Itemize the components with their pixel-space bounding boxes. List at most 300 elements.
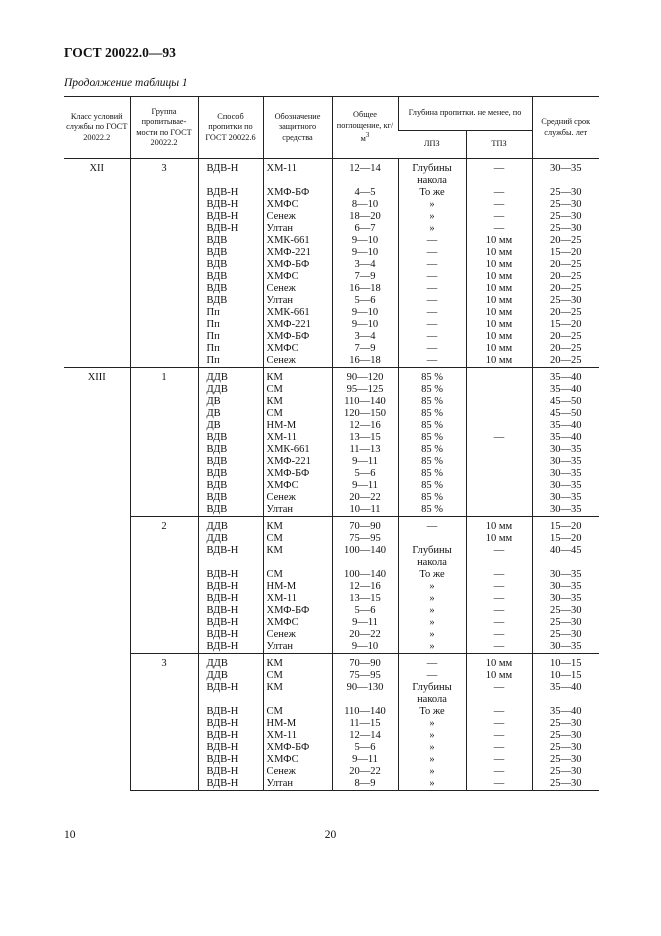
table-row (64, 654, 599, 671)
life-cell: 35—40 (532, 368, 599, 385)
tpz-cell: — (466, 581, 532, 593)
class-cell (64, 319, 130, 331)
lpz-cell: 85 % (398, 480, 466, 492)
class-cell (64, 223, 130, 235)
life-cell: 20—25 (532, 235, 599, 247)
group-cell (130, 420, 198, 432)
designation-cell: Сенеж (263, 766, 332, 778)
lpz-cell: — (398, 259, 466, 271)
absorption-cell: 20—22 (332, 492, 398, 504)
group-cell (130, 581, 198, 593)
designation-cell: ХМФ-БФ (263, 331, 332, 343)
life-cell: 25—30 (532, 199, 599, 211)
class-cell (64, 480, 130, 492)
tpz-cell: — (466, 605, 532, 617)
table-row (64, 778, 599, 791)
life-cell: 25—30 (532, 766, 599, 778)
tpz-cell (466, 444, 532, 456)
method-cell: ВДВ-Н (198, 223, 263, 235)
method-cell: ВДВ-Н (198, 641, 263, 654)
table-row (64, 629, 599, 641)
table-row (64, 682, 599, 706)
designation-cell: НМ-М (263, 718, 332, 730)
designation-cell: Сенеж (263, 629, 332, 641)
life-cell: 20—25 (532, 259, 599, 271)
absorption-cell: 6—7 (332, 223, 398, 235)
designation-cell: ХМ-11 (263, 730, 332, 742)
designation-cell: ХМК-661 (263, 307, 332, 319)
designation-cell: СМ (263, 408, 332, 420)
table-row (64, 295, 599, 307)
tpz-cell: 10 мм (466, 670, 532, 682)
class-cell (64, 444, 130, 456)
tpz-cell: — (466, 742, 532, 754)
group-cell (130, 742, 198, 754)
method-cell: ВДВ (198, 295, 263, 307)
tpz-cell: 10 мм (466, 517, 532, 534)
tpz-cell: 10 мм (466, 307, 532, 319)
table-row (64, 319, 599, 331)
table-body (64, 159, 599, 791)
header-class: Класс условий службы по ГОСТ 20022.2 (64, 97, 130, 159)
table-row (64, 641, 599, 654)
class-cell (64, 307, 130, 319)
table-row (64, 211, 599, 223)
designation-cell: КМ (263, 654, 332, 671)
class-cell (64, 396, 130, 408)
life-cell: 10—15 (532, 654, 599, 671)
header-tpz: ТПЗ (466, 131, 532, 159)
lpz-cell: — (398, 295, 466, 307)
method-cell: ВДВ-Н (198, 545, 263, 569)
method-cell: Пп (198, 307, 263, 319)
table-row (64, 223, 599, 235)
table-row (64, 468, 599, 480)
group-cell (130, 504, 198, 517)
tpz-cell: — (466, 187, 532, 199)
absorption-cell: 9—10 (332, 307, 398, 319)
designation-cell: Сенеж (263, 283, 332, 295)
designation-cell: ХМФ-БФ (263, 605, 332, 617)
method-cell: ВДВ-Н (198, 159, 263, 188)
method-cell: ВДВ-Н (198, 187, 263, 199)
table-row (64, 742, 599, 754)
class-cell (64, 295, 130, 307)
class-cell (64, 420, 130, 432)
lpz-cell: 85 % (398, 432, 466, 444)
group-cell (130, 343, 198, 355)
lpz-cell: » (398, 223, 466, 235)
absorption-cell: 9—10 (332, 235, 398, 247)
designation-cell: Сенеж (263, 492, 332, 504)
life-cell: 20—25 (532, 283, 599, 295)
group-cell (130, 211, 198, 223)
class-cell (64, 629, 130, 641)
table-row (64, 235, 599, 247)
lpz-cell: — (398, 331, 466, 343)
absorption-cell: 12—16 (332, 581, 398, 593)
life-cell: 30—35 (532, 492, 599, 504)
table-row (64, 533, 599, 545)
class-cell (64, 517, 130, 534)
class-cell (64, 187, 130, 199)
lpz-cell: — (398, 343, 466, 355)
absorption-cell: 16—18 (332, 283, 398, 295)
group-cell (130, 682, 198, 706)
life-cell: 15—20 (532, 247, 599, 259)
class-cell (64, 343, 130, 355)
class-cell (64, 605, 130, 617)
impregnation-table (64, 96, 599, 791)
tpz-cell: 10 мм (466, 235, 532, 247)
class-cell (64, 408, 130, 420)
table-row (64, 343, 599, 355)
life-cell: 25—30 (532, 629, 599, 641)
life-cell: 10—15 (532, 670, 599, 682)
document-title: ГОСТ 20022.0—93 (64, 45, 176, 60)
method-cell: ВДВ (198, 247, 263, 259)
absorption-cell: 100—140 (332, 569, 398, 581)
designation-cell: ХМФС (263, 480, 332, 492)
table-row (64, 432, 599, 444)
designation-cell: Ултан (263, 504, 332, 517)
designation-cell: Сенеж (263, 355, 332, 368)
class-cell (64, 581, 130, 593)
absorption-cell: 5—6 (332, 295, 398, 307)
table-row (64, 670, 599, 682)
designation-cell: СМ (263, 384, 332, 396)
absorption-cell: 13—15 (332, 432, 398, 444)
life-cell: 30—35 (532, 456, 599, 468)
absorption-cell: 12—14 (332, 159, 398, 188)
method-cell: ДВ (198, 408, 263, 420)
class-cell (64, 766, 130, 778)
class-cell (64, 271, 130, 283)
method-cell: ВДВ (198, 444, 263, 456)
lpz-cell: 85 % (398, 384, 466, 396)
lpz-cell: » (398, 617, 466, 629)
table-row (64, 480, 599, 492)
designation-cell: ХМФ-221 (263, 247, 332, 259)
method-cell: ВДВ-Н (198, 211, 263, 223)
life-cell: 25—30 (532, 730, 599, 742)
class-cell: XII (64, 159, 130, 188)
group-cell (130, 730, 198, 742)
class-cell (64, 492, 130, 504)
absorption-cell: 120—150 (332, 408, 398, 420)
designation-cell: ХМФС (263, 343, 332, 355)
designation-cell: ХМФ-БФ (263, 468, 332, 480)
absorption-cell: 9—10 (332, 247, 398, 259)
group-cell (130, 432, 198, 444)
table-row (64, 444, 599, 456)
group-cell (130, 408, 198, 420)
absorption-cell: 9—10 (332, 319, 398, 331)
life-cell: 15—20 (532, 533, 599, 545)
class-cell (64, 593, 130, 605)
tpz-cell: — (466, 641, 532, 654)
designation-cell: КМ (263, 396, 332, 408)
header-group: Группа пропитывае- мости по ГОСТ 20022.2 (130, 97, 198, 159)
method-cell: ВДВ (198, 432, 263, 444)
life-cell: 25—30 (532, 605, 599, 617)
table-row (64, 754, 599, 766)
tpz-cell (466, 480, 532, 492)
class-cell (64, 617, 130, 629)
life-cell: 30—35 (532, 468, 599, 480)
method-cell: ВДВ-Н (198, 629, 263, 641)
table-row (64, 718, 599, 730)
table-row (64, 187, 599, 199)
tpz-cell: — (466, 778, 532, 791)
lpz-cell: — (398, 517, 466, 534)
method-cell: Пп (198, 319, 263, 331)
absorption-cell: 3—4 (332, 331, 398, 343)
class-cell (64, 199, 130, 211)
tpz-cell (466, 384, 532, 396)
life-cell: 30—35 (532, 444, 599, 456)
absorption-cell: 5—6 (332, 742, 398, 754)
tpz-cell (466, 368, 532, 385)
lpz-cell: 85 % (398, 504, 466, 517)
method-cell: ДВ (198, 420, 263, 432)
life-cell: 30—35 (532, 159, 599, 188)
absorption-cell: 16—18 (332, 355, 398, 368)
life-cell: 25—30 (532, 223, 599, 235)
table-row (64, 159, 599, 188)
absorption-cell: 9—11 (332, 754, 398, 766)
tpz-cell: 10 мм (466, 295, 532, 307)
group-cell: 3 (130, 654, 198, 671)
designation-cell: ХМФС (263, 754, 332, 766)
tpz-cell: — (466, 432, 532, 444)
class-cell (64, 730, 130, 742)
header-method: Способ пропитки по ГОСТ 20022.6 (198, 97, 263, 159)
tpz-cell: — (466, 617, 532, 629)
tpz-cell: — (466, 211, 532, 223)
method-cell: ВДВ-Н (198, 742, 263, 754)
group-cell (130, 456, 198, 468)
absorption-cell: 90—130 (332, 682, 398, 706)
group-cell (130, 492, 198, 504)
class-cell (64, 742, 130, 754)
table-row (64, 396, 599, 408)
designation-cell: ХМФ-БФ (263, 259, 332, 271)
group-cell (130, 766, 198, 778)
absorption-cell: 12—14 (332, 730, 398, 742)
tpz-cell (466, 492, 532, 504)
class-cell (64, 283, 130, 295)
class-cell (64, 754, 130, 766)
designation-cell: ХМ-11 (263, 432, 332, 444)
life-cell: 35—40 (532, 384, 599, 396)
lpz-cell: » (398, 581, 466, 593)
absorption-cell: 8—10 (332, 199, 398, 211)
tpz-cell (466, 504, 532, 517)
absorption-cell: 10—11 (332, 504, 398, 517)
method-cell: ДВ (198, 396, 263, 408)
group-cell (130, 307, 198, 319)
table-row (64, 517, 599, 534)
life-cell: 30—35 (532, 480, 599, 492)
group-cell (130, 629, 198, 641)
group-cell (130, 444, 198, 456)
method-cell: Пп (198, 331, 263, 343)
tpz-cell: 10 мм (466, 355, 532, 368)
class-cell (64, 641, 130, 654)
life-cell: 25—30 (532, 187, 599, 199)
group-cell (130, 545, 198, 569)
life-cell: 25—30 (532, 295, 599, 307)
absorption-cell: 90—120 (332, 368, 398, 385)
method-cell: ВДВ-Н (198, 682, 263, 706)
absorption-cell: 5—6 (332, 468, 398, 480)
lpz-cell: » (398, 766, 466, 778)
table-row (64, 581, 599, 593)
life-cell: 30—35 (532, 593, 599, 605)
class-cell (64, 670, 130, 682)
designation-cell: Ултан (263, 223, 332, 235)
tpz-cell (466, 420, 532, 432)
absorption-cell: 100—140 (332, 545, 398, 569)
method-cell: ВДВ-Н (198, 754, 263, 766)
designation-cell: ХМ-11 (263, 593, 332, 605)
table-row (64, 199, 599, 211)
life-cell: 25—30 (532, 211, 599, 223)
table-row (64, 492, 599, 504)
life-cell: 20—25 (532, 343, 599, 355)
designation-cell: ХМФ-221 (263, 319, 332, 331)
group-cell (130, 718, 198, 730)
method-cell: ВДВ-Н (198, 593, 263, 605)
lpz-cell: » (398, 605, 466, 617)
life-cell: 25—30 (532, 617, 599, 629)
method-cell: ВДВ (198, 456, 263, 468)
tpz-cell (466, 456, 532, 468)
life-cell: 35—40 (532, 682, 599, 706)
absorption-cell: 20—22 (332, 629, 398, 641)
class-cell (64, 432, 130, 444)
absorption-cell: 75—95 (332, 533, 398, 545)
method-cell: Пп (198, 355, 263, 368)
designation-cell: НМ-М (263, 420, 332, 432)
class-cell (64, 259, 130, 271)
class-cell (64, 247, 130, 259)
table-row (64, 730, 599, 742)
designation-cell: КМ (263, 545, 332, 569)
group-cell (130, 396, 198, 408)
designation-cell: ХМК-661 (263, 444, 332, 456)
table-row (64, 456, 599, 468)
tpz-cell: — (466, 706, 532, 718)
life-cell: 20—25 (532, 271, 599, 283)
group-cell (130, 271, 198, 283)
life-cell: 25—30 (532, 778, 599, 791)
lpz-cell: 85 % (398, 468, 466, 480)
method-cell: Пп (198, 343, 263, 355)
tpz-cell: 10 мм (466, 271, 532, 283)
group-cell (130, 569, 198, 581)
group-cell (130, 778, 198, 791)
class-cell (64, 211, 130, 223)
group-cell (130, 593, 198, 605)
designation-cell: СМ (263, 569, 332, 581)
tpz-cell: — (466, 766, 532, 778)
absorption-cell: 20—22 (332, 766, 398, 778)
method-cell: ВДВ (198, 468, 263, 480)
table-row (64, 384, 599, 396)
group-cell (130, 319, 198, 331)
table-row (64, 504, 599, 517)
lpz-cell: » (398, 778, 466, 791)
life-cell: 25—30 (532, 754, 599, 766)
life-cell: 15—20 (532, 517, 599, 534)
tpz-cell: — (466, 569, 532, 581)
tpz-cell: 10 мм (466, 533, 532, 545)
table-row (64, 766, 599, 778)
designation-cell: ХМФ-221 (263, 456, 332, 468)
method-cell: ВДВ-Н (198, 199, 263, 211)
class-cell (64, 533, 130, 545)
class-cell (64, 456, 130, 468)
group-cell (130, 670, 198, 682)
tpz-cell: 10 мм (466, 247, 532, 259)
group-cell (130, 533, 198, 545)
class-cell (64, 504, 130, 517)
lpz-cell: — (398, 307, 466, 319)
group-cell (130, 259, 198, 271)
method-cell: ВДВ-Н (198, 766, 263, 778)
table-row (64, 331, 599, 343)
table-row (64, 368, 599, 385)
designation-cell: КМ (263, 368, 332, 385)
lpz-cell: 85 % (398, 420, 466, 432)
class-cell (64, 384, 130, 396)
life-cell: 15—20 (532, 319, 599, 331)
table-row (64, 593, 599, 605)
method-cell: ДДВ (198, 368, 263, 385)
tpz-cell: — (466, 682, 532, 706)
method-cell: ВДВ-Н (198, 778, 263, 791)
designation-cell: ХМФ-БФ (263, 187, 332, 199)
lpz-cell: — (398, 670, 466, 682)
lpz-cell: » (398, 730, 466, 742)
table-row (64, 283, 599, 295)
designation-cell: КМ (263, 682, 332, 706)
absorption-cell: 12—16 (332, 420, 398, 432)
group-cell (130, 283, 198, 295)
group-cell (130, 617, 198, 629)
group-cell (130, 223, 198, 235)
lpz-cell: » (398, 754, 466, 766)
method-cell: ДДВ (198, 517, 263, 534)
life-cell: 20—25 (532, 307, 599, 319)
group-cell (130, 295, 198, 307)
tpz-cell: — (466, 718, 532, 730)
group-cell (130, 605, 198, 617)
header-depth: Глубина пропитки. не менее, по (398, 97, 532, 131)
designation-cell: НМ-М (263, 581, 332, 593)
absorption-cell: 9—11 (332, 456, 398, 468)
group-cell (130, 480, 198, 492)
tpz-cell (466, 408, 532, 420)
class-cell: XIII (64, 368, 130, 385)
tpz-cell: — (466, 545, 532, 569)
lpz-cell: » (398, 742, 466, 754)
class-cell (64, 355, 130, 368)
method-cell: ВДВ-Н (198, 718, 263, 730)
life-cell: 25—30 (532, 718, 599, 730)
